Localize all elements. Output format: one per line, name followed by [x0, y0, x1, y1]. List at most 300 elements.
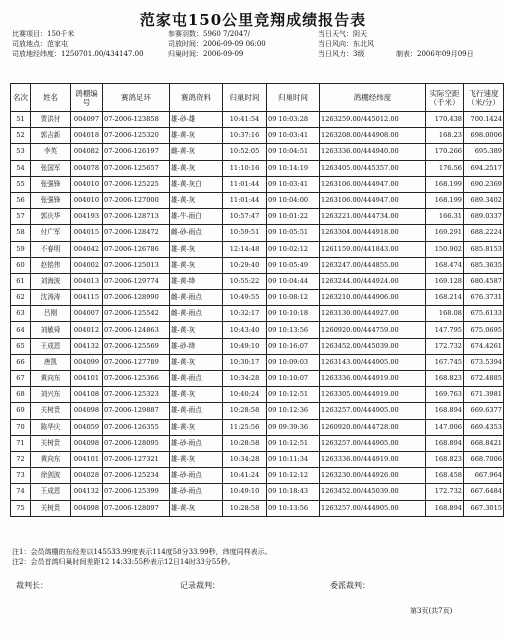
cell-rank: 60	[11, 257, 31, 273]
cell-rank: 61	[11, 273, 31, 289]
cell-speed: 695.389	[464, 144, 504, 160]
cell-loft-no: 004028	[71, 468, 103, 484]
cell-return-time-a: 10:52:05	[223, 144, 267, 160]
release-time: 司放时间：2006-09-09 06:00	[168, 40, 266, 48]
page-number: 第3页(共7页)	[410, 607, 453, 615]
cell-speed: 669.6377	[464, 403, 504, 419]
cell-return-time-b: 09 10:09:03	[267, 354, 320, 370]
cell-ring: 07-2006-125013	[103, 257, 170, 273]
cell-loft-no: 004015	[71, 225, 103, 241]
cell-ring: 07-2006-128713	[103, 209, 170, 225]
cell-rank: 55	[11, 176, 31, 192]
cell-ring: 07-2006-123858	[103, 112, 170, 128]
cell-name: 张强锋	[31, 176, 71, 192]
cell-loft-no: 004007	[71, 306, 103, 322]
cell-rank: 52	[11, 128, 31, 144]
cell-return-time-b: 09 10:03:41	[267, 128, 320, 144]
cell-name: 陈华庆	[31, 419, 71, 435]
cell-return-time-b: 09 10:11:34	[267, 451, 320, 467]
cell-speed: 669.4353	[464, 419, 504, 435]
cell-ring: 07-2006-128097	[103, 500, 170, 516]
cell-loft-coords: 1263305.00/444919.00	[320, 387, 426, 403]
cell-speed: 685.3635	[464, 257, 504, 273]
table-row	[11, 338, 504, 354]
note-2: 注2：会员首鸽归巢时间差距12 14:33:55秒表示12日14时33分55秒。	[12, 558, 235, 566]
cell-loft-coords: 1260920.00/444759.00	[320, 322, 426, 338]
cell-loft-coords: 1263247.00/444855.00	[320, 257, 426, 273]
cell-distance: 168.894	[426, 403, 464, 419]
cell-speed: 675.6133	[464, 306, 504, 322]
col-bird-info: 赛鸽资料	[170, 84, 223, 112]
cell-rank: 69	[11, 403, 31, 419]
cell-distance: 169.763	[426, 387, 464, 403]
cell-bird-info: 雄-黄-雨点	[170, 371, 223, 387]
cell-bird-info: 雄-黄-灰	[170, 128, 223, 144]
cell-speed: 671.3981	[464, 387, 504, 403]
cell-loft-no: 004115	[71, 290, 103, 306]
cell-return-time-a: 10:30:17	[223, 354, 267, 370]
table-row	[11, 112, 504, 128]
cell-ring: 07-2006-125657	[103, 160, 170, 176]
cell-rank: 68	[11, 387, 31, 403]
cell-distance: 169.128	[426, 273, 464, 289]
cell-return-time-b: 09 10:04:44	[267, 273, 320, 289]
cell-return-time-a: 10:49:10	[223, 484, 267, 500]
cell-rank: 70	[11, 419, 31, 435]
cell-name: 关树贵	[31, 500, 71, 516]
cell-distance: 169.291	[426, 225, 464, 241]
table-row	[11, 403, 504, 419]
col-return-time-b: 归巢时间	[267, 84, 320, 112]
cell-rank: 65	[11, 338, 31, 354]
cell-distance: 166.31	[426, 209, 464, 225]
cell-ring: 07-2006-126197	[103, 144, 170, 160]
cell-loft-coords: 1263452.00/445039.00	[320, 338, 426, 354]
table-row	[11, 387, 504, 403]
cell-rank: 72	[11, 451, 31, 467]
note-1: 注1：会员鸽棚的东经差以145533.99度表示114度58分33.99秒，纬度同样表示。	[12, 548, 272, 556]
cell-return-time-b: 09 09:39:36	[267, 419, 320, 435]
cell-return-time-b: 09 10:03:28	[267, 112, 320, 128]
cell-rank: 53	[11, 144, 31, 160]
table-row	[11, 354, 504, 370]
cell-speed: 673.5394	[464, 354, 504, 370]
cell-ring: 07-2006-125234	[103, 468, 170, 484]
cell-name: 关树贵	[31, 403, 71, 419]
cell-distance: 172.732	[426, 484, 464, 500]
cell-loft-no: 004082	[71, 144, 103, 160]
cell-rank: 64	[11, 322, 31, 338]
race-info-mid	[168, 29, 266, 59]
cell-ring: 07-2006-125323	[103, 387, 170, 403]
cell-loft-no: 004010	[71, 176, 103, 192]
cell-rank: 73	[11, 468, 31, 484]
cell-loft-no: 004099	[71, 354, 103, 370]
cell-loft-coords: 1263405.00/445357.00	[320, 160, 426, 176]
table-row	[11, 225, 504, 241]
return-date: 归巢时间：2006-09-09	[168, 50, 244, 58]
cell-speed: 689.0337	[464, 209, 504, 225]
table-made-date: 制表：2006年09月09日	[396, 50, 474, 58]
cell-return-time-b: 09 10:05:51	[267, 225, 320, 241]
cell-name: 付广军	[31, 225, 71, 241]
cell-loft-no: 004101	[71, 371, 103, 387]
cell-bird-info: 雌-黄-雨点	[170, 306, 223, 322]
cell-return-time-b: 09 10:08:12	[267, 290, 320, 306]
cell-loft-no: 004097	[71, 112, 103, 128]
cell-return-time-b: 09 10:16:07	[267, 338, 320, 354]
delegate-judge-label: 委派裁判：	[330, 581, 370, 590]
cell-loft-coords: 1263106.00/444947.00	[320, 192, 426, 208]
cell-name: 贾洪付	[31, 112, 71, 128]
cell-loft-no: 004098	[71, 435, 103, 451]
cell-loft-no: 004013	[71, 273, 103, 289]
cell-loft-coords: 1260920.00/444728.00	[320, 419, 426, 435]
col-loft-no: 鸽棚编号	[71, 84, 103, 112]
cell-return-time-b: 09 10:01:22	[267, 209, 320, 225]
report-title: 范家屯150公里竞翔成绩报告表	[139, 11, 367, 29]
cell-name: 王成恩	[31, 484, 71, 500]
cell-loft-no: 004101	[71, 451, 103, 467]
cell-return-time-a: 10:49:55	[223, 290, 267, 306]
cell-ring: 07-2006-129887	[103, 403, 170, 419]
cell-bird-info: 雄-黄-灰	[170, 192, 223, 208]
cell-return-time-b: 09 10:04:51	[267, 144, 320, 160]
cell-loft-no: 004018	[71, 128, 103, 144]
table-row	[11, 306, 504, 322]
cell-bird-info: 雄-砂-雨点	[170, 484, 223, 500]
cell-return-time-b: 09 10:05:49	[267, 257, 320, 273]
table-row	[11, 451, 504, 467]
cell-loft-coords: 1263106.00/444947.00	[320, 176, 426, 192]
table-row	[11, 144, 504, 160]
cell-bird-info: 雄-砂-雨点	[170, 435, 223, 451]
cell-return-time-b: 09 10:12:51	[267, 387, 320, 403]
cell-bird-info: 雄-砂-雨点	[170, 468, 223, 484]
cell-return-time-a: 10:32:17	[223, 306, 267, 322]
cell-distance: 168.894	[426, 500, 464, 516]
cell-return-time-a: 10:41:54	[223, 112, 267, 128]
wind-direction: 当日风向：东北风	[318, 40, 374, 48]
cell-distance: 170.266	[426, 144, 464, 160]
col-return-time-a: 归巢时间	[223, 84, 267, 112]
results-table	[10, 83, 504, 517]
cell-name: 刘海波	[31, 273, 71, 289]
cell-return-time-b: 09 10:12:51	[267, 435, 320, 451]
cell-loft-no: 004012	[71, 322, 103, 338]
cell-bird-info: 雌-砂-雨点	[170, 225, 223, 241]
cell-name: 黄向东	[31, 451, 71, 467]
cell-loft-no: 004098	[71, 403, 103, 419]
cell-bird-info: 雄-黄-灰	[170, 241, 223, 257]
cell-return-time-b: 09 10:13:56	[267, 500, 320, 516]
cell-return-time-a: 10:41:24	[223, 468, 267, 484]
table-row	[11, 241, 504, 257]
cell-ring: 07-2006-127789	[103, 354, 170, 370]
cell-distance: 168.199	[426, 176, 464, 192]
cell-ring: 07-2006-126355	[103, 419, 170, 435]
cell-distance: 170.438	[426, 112, 464, 128]
table-row	[11, 322, 504, 338]
cell-name: 不春明	[31, 241, 71, 257]
cell-name: 关树贵	[31, 435, 71, 451]
cell-return-time-a: 10:43:40	[223, 322, 267, 338]
cell-ring: 07-2006-125366	[103, 371, 170, 387]
cell-ring: 07-2006-127321	[103, 451, 170, 467]
cell-name: 刘敏舜	[31, 322, 71, 338]
cell-return-time-a: 10:34:28	[223, 371, 267, 387]
cell-speed: 694.2517	[464, 160, 504, 176]
cell-ring: 07-2006-125542	[103, 306, 170, 322]
cell-return-time-a: 10:34:28	[223, 451, 267, 467]
cell-speed: 668.8421	[464, 435, 504, 451]
cell-loft-no: 004010	[71, 192, 103, 208]
cell-ring: 07-2006-125399	[103, 484, 170, 500]
table-row	[11, 371, 504, 387]
cell-distance: 150.902	[426, 241, 464, 257]
cell-bird-info: 雄-黄-灰	[170, 451, 223, 467]
notes	[12, 547, 272, 567]
cell-return-time-a: 10:57:47	[223, 209, 267, 225]
col-distance: 实际空距（千米）	[426, 84, 464, 112]
cell-bird-info: 雄-黄-绛	[170, 273, 223, 289]
cell-return-time-b: 09 10:10:18	[267, 306, 320, 322]
cell-name: 郭吉新	[31, 128, 71, 144]
cell-rank: 74	[11, 484, 31, 500]
wind-force: 当日风力：3级	[318, 50, 365, 58]
cell-rank: 56	[11, 192, 31, 208]
cell-loft-coords: 1263244.00/444924.00	[320, 273, 426, 289]
cell-return-time-a: 10:28:58	[223, 435, 267, 451]
cell-ring: 07-2006-125225	[103, 176, 170, 192]
cell-speed: 689.3402	[464, 192, 504, 208]
cell-ring: 07-2006-127000	[103, 192, 170, 208]
table-row	[11, 273, 504, 289]
cell-return-time-a: 10:40:24	[223, 387, 267, 403]
cell-return-time-a: 11:25:56	[223, 419, 267, 435]
cell-name: 唐凯	[31, 354, 71, 370]
cell-rank: 62	[11, 290, 31, 306]
cell-return-time-a: 11:01:44	[223, 192, 267, 208]
table-row	[11, 290, 504, 306]
cell-bird-info: 雄-黄-灰	[170, 160, 223, 176]
cell-loft-no: 004132	[71, 484, 103, 500]
table-row	[11, 435, 504, 451]
cell-bird-info: 雄-黄-灰	[170, 500, 223, 516]
cell-bird-info: 雄-砂-雄	[170, 112, 223, 128]
cell-name: 赵铭伟	[31, 257, 71, 273]
cell-return-time-b: 09 10:10:07	[267, 371, 320, 387]
cell-distance: 147.006	[426, 419, 464, 435]
cell-ring: 07-2006-128472	[103, 225, 170, 241]
cell-return-time-a: 10:28:58	[223, 403, 267, 419]
cell-name: 郭庆华	[31, 209, 71, 225]
cell-distance: 168.214	[426, 290, 464, 306]
cell-name: 徐剑波	[31, 468, 71, 484]
cell-bird-info: 雄-黄-灰	[170, 322, 223, 338]
cell-return-time-a: 10:49:10	[223, 338, 267, 354]
table-row	[11, 468, 504, 484]
cell-distance: 168.458	[426, 468, 464, 484]
cell-loft-coords: 1263130.00/444927.00	[320, 306, 426, 322]
cell-ring: 07-2006-124863	[103, 322, 170, 338]
cell-loft-coords: 1263257.00/444905.00	[320, 500, 426, 516]
table-row	[11, 176, 504, 192]
cell-bird-info: 雄-牛-雨白	[170, 209, 223, 225]
cell-loft-no: 004108	[71, 387, 103, 403]
release-location: 司放地点：范家屯	[12, 40, 68, 48]
weather: 当日天气：阴天	[318, 30, 367, 38]
cell-loft-no: 004002	[71, 257, 103, 273]
cell-rank: 67	[11, 371, 31, 387]
cell-name: 张国军	[31, 160, 71, 176]
cell-rank: 57	[11, 209, 31, 225]
cell-distance: 172.732	[426, 338, 464, 354]
table-row	[11, 160, 504, 176]
race-item: 比赛项目：150千米	[12, 30, 75, 38]
cell-loft-no: 004042	[71, 241, 103, 257]
cell-loft-coords: 1263230.00/444926.00	[320, 468, 426, 484]
cell-rank: 51	[11, 112, 31, 128]
cell-return-time-b: 09 10:04:00	[267, 192, 320, 208]
cell-distance: 168.823	[426, 451, 464, 467]
cell-distance: 167.745	[426, 354, 464, 370]
cell-loft-coords: 1263221.00/444734.00	[320, 209, 426, 225]
cell-bird-info: 雌-黄-雨点	[170, 290, 223, 306]
cell-distance: 147.795	[426, 322, 464, 338]
cell-speed: 675.0695	[464, 322, 504, 338]
cell-distance: 168.474	[426, 257, 464, 273]
race-info-right	[318, 29, 374, 59]
cell-loft-no: 004132	[71, 338, 103, 354]
cell-return-time-b: 09 10:12:12	[267, 468, 320, 484]
col-speed: 飞行速度（米/分）	[464, 84, 504, 112]
cell-return-time-b: 09 10:03:41	[267, 176, 320, 192]
cell-return-time-b: 09 10:18:43	[267, 484, 320, 500]
table-row	[11, 500, 504, 516]
table-row	[11, 484, 504, 500]
cell-name: 王成恩	[31, 338, 71, 354]
table-header-row	[11, 84, 504, 112]
cell-loft-coords: 1263452.00/445039.00	[320, 484, 426, 500]
col-rank: 名次	[11, 84, 31, 112]
cell-loft-coords: 1263336.00/444919.00	[320, 371, 426, 387]
col-name: 姓名	[31, 84, 71, 112]
cell-return-time-a: 10:29:40	[223, 257, 267, 273]
record-judge-label: 记录裁判：	[180, 581, 220, 590]
cell-loft-coords: 1263336.00/444940.00	[320, 144, 426, 160]
cell-name: 刘兴东	[31, 387, 71, 403]
cell-bird-info: 雄-黄-灰	[170, 419, 223, 435]
cell-loft-no: 004193	[71, 209, 103, 225]
cell-distance: 176.56	[426, 160, 464, 176]
cell-loft-coords: 1263259.00/445012.00	[320, 112, 426, 128]
cell-speed: 667.6484	[464, 484, 504, 500]
race-info-left	[12, 29, 144, 59]
cell-speed: 700.1424	[464, 112, 504, 128]
cell-speed: 685.8153	[464, 241, 504, 257]
chief-judge-label: 裁判长：	[16, 581, 48, 590]
cell-rank: 63	[11, 306, 31, 322]
cell-loft-coords: 1261159.00/441843.00	[320, 241, 426, 257]
cell-bird-info: 雄-黄-雨点	[170, 403, 223, 419]
cell-rank: 58	[11, 225, 31, 241]
entry-count: 参赛羽数：5960 7/2047/	[168, 30, 251, 38]
cell-name: 沈涛涛	[31, 290, 71, 306]
cell-distance: 168.08	[426, 306, 464, 322]
cell-name: 李英	[31, 144, 71, 160]
cell-return-time-a: 12:14:48	[223, 241, 267, 257]
col-loft-coords: 鸽棚经纬度	[320, 84, 426, 112]
cell-loft-no: 004078	[71, 160, 103, 176]
cell-rank: 54	[11, 160, 31, 176]
table-row	[11, 419, 504, 435]
cell-speed: 698.0006	[464, 128, 504, 144]
cell-return-time-b: 09 10:12:36	[267, 403, 320, 419]
cell-return-time-a: 11:10:16	[223, 160, 267, 176]
cell-return-time-b: 09 10:13:56	[267, 322, 320, 338]
cell-return-time-a: 11:01:44	[223, 176, 267, 192]
cell-return-time-a: 10:28:58	[223, 500, 267, 516]
cell-name: 黄向东	[31, 371, 71, 387]
cell-distance: 168.23	[426, 128, 464, 144]
table-row	[11, 128, 504, 144]
cell-speed: 667.964	[464, 468, 504, 484]
cell-rank: 71	[11, 435, 31, 451]
table-row	[11, 257, 504, 273]
cell-ring: 07-2006-128095	[103, 435, 170, 451]
cell-speed: 688.2224	[464, 225, 504, 241]
cell-return-time-a: 10:55:22	[223, 273, 267, 289]
cell-return-time-a: 10:59:51	[223, 225, 267, 241]
cell-rank: 75	[11, 500, 31, 516]
cell-loft-coords: 1263208.00/444908.00	[320, 128, 426, 144]
cell-speed: 680.4587	[464, 273, 504, 289]
cell-loft-coords: 1263210.00/444906.00	[320, 290, 426, 306]
cell-distance: 168.894	[426, 435, 464, 451]
cell-loft-coords: 1263304.00/444918.00	[320, 225, 426, 241]
cell-bird-info: 雌-黄-灰	[170, 144, 223, 160]
cell-bird-info: 雄-黄-灰	[170, 257, 223, 273]
cell-loft-coords: 1263143.00/444905.00	[320, 354, 426, 370]
table-row	[11, 209, 504, 225]
cell-speed: 672.4885	[464, 371, 504, 387]
table-row	[11, 192, 504, 208]
cell-speed: 668.7006	[464, 451, 504, 467]
cell-distance: 168.823	[426, 371, 464, 387]
cell-ring: 07-2006-129774	[103, 273, 170, 289]
cell-speed: 667.3015	[464, 500, 504, 516]
cell-speed: 674.4261	[464, 338, 504, 354]
cell-return-time-b: 09 10:14:19	[267, 160, 320, 176]
cell-ring: 07-2006-128990	[103, 290, 170, 306]
col-ring: 赛鸽足环	[103, 84, 170, 112]
cell-bird-info: 雄-黄-灰	[170, 354, 223, 370]
cell-rank: 59	[11, 241, 31, 257]
cell-loft-coords: 1263257.00/444905.00	[320, 435, 426, 451]
cell-name: 吕刚	[31, 306, 71, 322]
cell-distance: 168.199	[426, 192, 464, 208]
cell-bird-info: 雄-黄-灰白	[170, 176, 223, 192]
cell-loft-coords: 1263336.00/444919.00	[320, 451, 426, 467]
cell-name: 张强锋	[31, 192, 71, 208]
cell-ring: 07-2006-125320	[103, 128, 170, 144]
cell-bird-info: 雄-砂-绛	[170, 338, 223, 354]
cell-rank: 66	[11, 354, 31, 370]
cell-loft-no: 004059	[71, 419, 103, 435]
release-coordinates: 司放地经纬度：1250701.00/434147.00	[12, 50, 144, 58]
cell-speed: 676.3731	[464, 290, 504, 306]
